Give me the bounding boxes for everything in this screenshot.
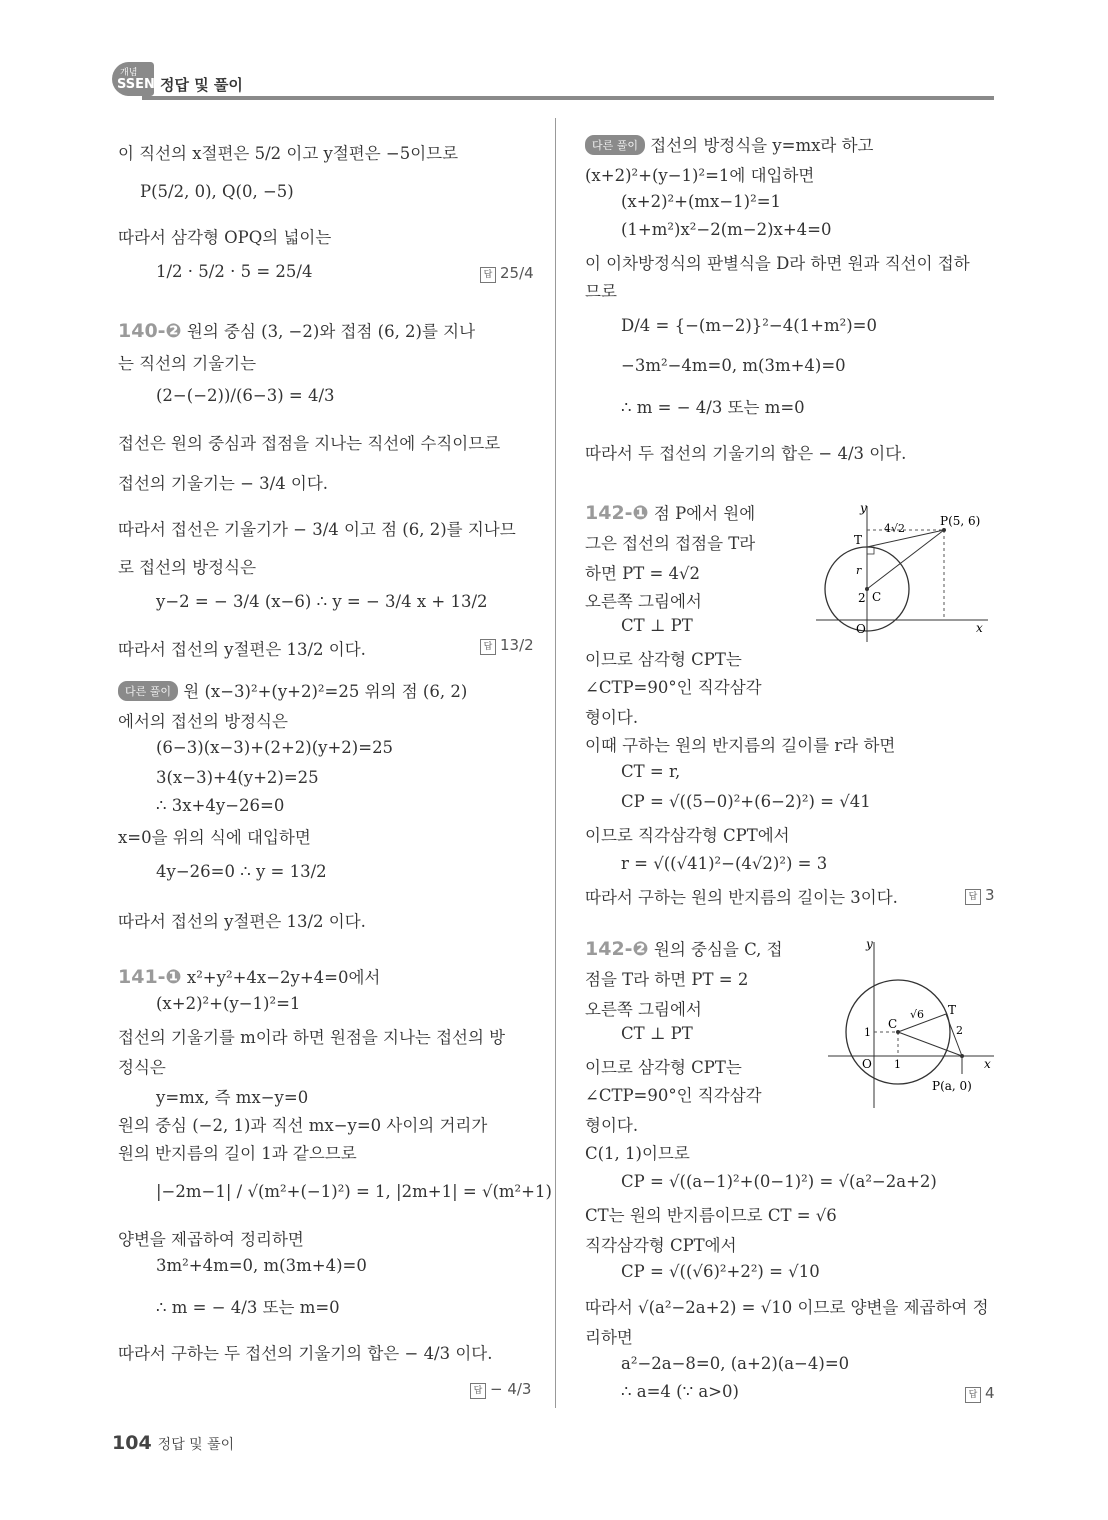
text-span: 원 (x−3)²+(y+2)²=25 위의 점 (6, 2) (183, 682, 468, 701)
math-line: a²−2a−8=0, (a+2)(a−4)=0 (621, 1354, 850, 1373)
text-line: 형이다. (585, 708, 639, 727)
c-label: C (888, 1017, 898, 1031)
math-line: (2−(−2))/(6−3) = 4/3 (156, 386, 335, 405)
text-line: 따라서 접선은 기울기가 − 3/4 이고 점 (6, 2)를 지나므 (118, 520, 516, 539)
math-line: r = √((√41)²−(4√2)²) = 3 (621, 854, 828, 873)
answer-value: 25/4 (500, 264, 534, 282)
text-line: 그은 접선의 접점을 T라 (585, 534, 756, 553)
math-line: P(5/2, 0), Q(0, −5) (140, 182, 294, 201)
math-line: |−2m−1| / √(m²+(−1)²) = 1, |2m+1| = √(m²+1) (156, 1182, 552, 1201)
math-line: ∴ m = − 4/3 또는 m=0 (621, 398, 805, 417)
text-line: ∠CTP=90°인 직각삼각 (585, 678, 762, 697)
math-line: −3m²−4m=0, m(3m+4)=0 (621, 356, 846, 375)
text-line: 따라서 접선의 y절편은 13/2 이다. (118, 640, 366, 659)
math-line: ∴ 3x+4y−26=0 (156, 796, 285, 815)
text-line: 이 직선의 x절편은 5/2 이고 y절편은 −5이므로 (118, 144, 459, 163)
p-label: P(5, 6) (940, 514, 981, 528)
text-line: 이므로 삼각형 CPT는 (585, 650, 742, 669)
footer-title: 정답 및 풀이 (157, 1437, 235, 1453)
text-line: 접선의 기울기를 m이라 하면 원점을 지나는 접선의 방 (118, 1028, 506, 1047)
segment-cp (898, 1032, 962, 1056)
math-line: ∴ a=4 (∵ a>0) (621, 1382, 739, 1401)
text-line: 형이다. (585, 1116, 639, 1135)
text-line: 이므로 삼각형 CPT는 (585, 1058, 742, 1077)
problem-number: 142-❷ (585, 938, 649, 960)
brand-logo (112, 62, 154, 96)
math-line: CT = r, (621, 762, 681, 781)
coord-label: 1 (864, 1026, 871, 1039)
math-line: CT ⊥ PT (621, 616, 693, 635)
math-line: (1+m²)x²−2(m−2)x+4=0 (621, 220, 832, 239)
text-line: 로 접선의 방정식은 (118, 558, 257, 577)
math-line: 3m²+4m=0, m(3m+4)=0 (156, 1256, 367, 1275)
p-label: P(a, 0) (932, 1079, 972, 1093)
text-line: 따라서 구하는 두 접선의 기울기의 합은 − 4/3 이다. (118, 1344, 493, 1363)
text-line: 직각삼각형 CPT에서 (585, 1236, 737, 1255)
text-line: 는 직선의 기울기는 (118, 354, 257, 373)
answer-mark (965, 886, 995, 905)
math-line: (x+2)²+(y−1)²=1 (156, 994, 301, 1013)
text-line: 접선의 기울기는 − 3/4 이다. (118, 474, 329, 493)
math-line: CP = √((5−0)²+(6−2)²) = √41 (621, 792, 871, 811)
answer-icon: 답 (480, 639, 496, 655)
r-label: r (856, 564, 862, 577)
text-line: 이므로 직각삼각형 CPT에서 (585, 826, 790, 845)
logo-text-bottom: SSEN (117, 77, 155, 92)
answer-icon: 답 (965, 889, 981, 905)
text-line: C(1, 1)이므로 (585, 1144, 690, 1163)
text-line: 오른쪽 그림에서 (585, 1000, 702, 1019)
origin-label: O (856, 622, 866, 636)
text-line: 하면 PT = 4√2 (585, 564, 701, 583)
math-line: (6−3)(x−3)+(2+2)(y+2)=25 (156, 738, 394, 757)
text-line: ∠CTP=90°인 직각삼각 (585, 1086, 762, 1105)
alt-solution-tag: 다른 풀이 (585, 135, 645, 155)
problem-number: 142-❶ (585, 502, 649, 524)
answer-mark (480, 636, 534, 655)
c-label: C (872, 590, 882, 604)
answer-icon: 답 (480, 267, 496, 283)
problem-line (118, 964, 380, 988)
point-p (960, 1054, 964, 1058)
figure-circle-tangent-1 (812, 498, 998, 644)
problem-line (585, 500, 755, 524)
math-line: CP = √((√6)²+2²) = √10 (621, 1262, 820, 1281)
text-line: 따라서 삼각형 OPQ의 넓이는 (118, 228, 332, 247)
page-number: 104 (112, 1432, 152, 1454)
header-rule (142, 96, 994, 100)
text-line: 따라서 구하는 원의 반지름의 길이는 3이다. (585, 888, 898, 907)
alt-solution-tag: 다른 풀이 (118, 681, 178, 701)
answer-icon: 답 (470, 1383, 486, 1399)
text-line: 원의 반지름의 길이 1과 같으므로 (118, 1144, 357, 1163)
answer-value: 13/2 (500, 636, 534, 654)
text-line: 따라서 √(a²−2a+2) = √10 이므로 양변을 제곱하여 정 (585, 1298, 989, 1317)
text-line: (x+2)²+(y−1)²=1에 대입하면 (585, 166, 815, 185)
math-line: 1/2 · 5/2 · 5 = 25/4 (156, 262, 313, 281)
math-line: 4y−26=0 ∴ y = 13/2 (156, 862, 327, 881)
text-span: x²+y²+4x−2y+4=0에서 (186, 968, 381, 987)
text-line: 원의 중심 (−2, 1)과 직선 mx−y=0 사이의 거리가 (118, 1116, 488, 1135)
alt-solution-line (585, 132, 874, 156)
t-label: T (948, 1003, 957, 1017)
text-line: 접선은 원의 중심과 접점을 지나는 직선에 수직이므로 (118, 434, 501, 453)
problem-line (118, 318, 475, 342)
header-title: 정답 및 풀이 (160, 76, 243, 94)
text-line: x=0을 위의 식에 대입하면 (118, 828, 311, 847)
page-footer (112, 1432, 234, 1454)
text-span: 점 P에서 원에 (653, 504, 756, 523)
point-p (942, 528, 946, 532)
text-line: 에서의 접선의 방정식은 (118, 712, 288, 731)
problem-number: 141-❶ (118, 966, 182, 988)
math-line: 3(x−3)+4(y+2)=25 (156, 768, 319, 787)
problem-line (585, 936, 783, 960)
math-line: y−2 = − 3/4 (x−6) ∴ y = − 3/4 x + 13/2 (156, 592, 488, 611)
length-label: √6 (910, 1008, 925, 1021)
text-span: 원의 중심을 C, 접 (653, 940, 783, 959)
column-divider (555, 118, 556, 1408)
text-span: 접선의 방정식을 y=mx라 하고 (650, 136, 874, 155)
length-label: 2 (956, 1024, 963, 1037)
math-line: y=mx, 즉 mx−y=0 (156, 1088, 309, 1107)
text-line: 이 이차방정식의 판별식을 D라 하면 원과 직선이 접하 (585, 254, 970, 273)
coord-label: 2 (858, 591, 866, 605)
figure-circle-tangent-2 (824, 934, 1000, 1110)
answer-mark (480, 264, 534, 283)
t-label: T (854, 533, 863, 547)
text-line: 따라서 두 접선의 기울기의 합은 − 4/3 이다. (585, 444, 907, 463)
text-line: 따라서 접선의 y절편은 13/2 이다. (118, 912, 366, 931)
problem-number: 140-❷ (118, 320, 182, 342)
text-line: 점을 T라 하면 PT = 2 (585, 970, 749, 989)
math-line: CP = √((a−1)²+(0−1)²) = √(a²−2a+2) (621, 1172, 937, 1191)
answer-value: 4 (985, 1384, 995, 1402)
length-label: 4√2 (884, 522, 906, 535)
text-line: 오른쪽 그림에서 (585, 592, 702, 611)
coord-label: 1 (894, 1058, 901, 1071)
alt-solution-line (118, 678, 467, 702)
text-line: 이때 구하는 원의 반지름의 길이를 r라 하면 (585, 736, 896, 755)
text-line: 양변을 제곱하여 정리하면 (118, 1230, 304, 1249)
math-line: CT ⊥ PT (621, 1024, 693, 1043)
x-label: x (976, 621, 983, 635)
math-line: D/4 = {−(m−2)}²−4(1+m²)=0 (621, 316, 877, 335)
y-label: y (866, 937, 873, 951)
answer-value: 3 (985, 886, 995, 904)
x-label: x (984, 1057, 991, 1071)
answer-value: − 4/3 (490, 1380, 532, 1398)
logo-text-top: 개념 (120, 68, 138, 78)
text-line: 리하면 (585, 1328, 633, 1347)
answer-icon: 답 (965, 1387, 981, 1403)
answer-mark (470, 1380, 531, 1399)
text-line: 므로 (585, 282, 617, 301)
y-label: y (860, 501, 867, 515)
text-span: 원의 중심 (3, −2)와 접점 (6, 2)를 지나 (186, 322, 476, 341)
text-line: CT는 원의 반지름이므로 CT = √6 (585, 1206, 837, 1225)
origin-label: O (862, 1057, 872, 1071)
text-line: 정식은 (118, 1058, 166, 1077)
answer-mark (965, 1384, 995, 1403)
math-line: ∴ m = − 4/3 또는 m=0 (156, 1298, 340, 1317)
math-line: (x+2)²+(mx−1)²=1 (621, 192, 782, 211)
